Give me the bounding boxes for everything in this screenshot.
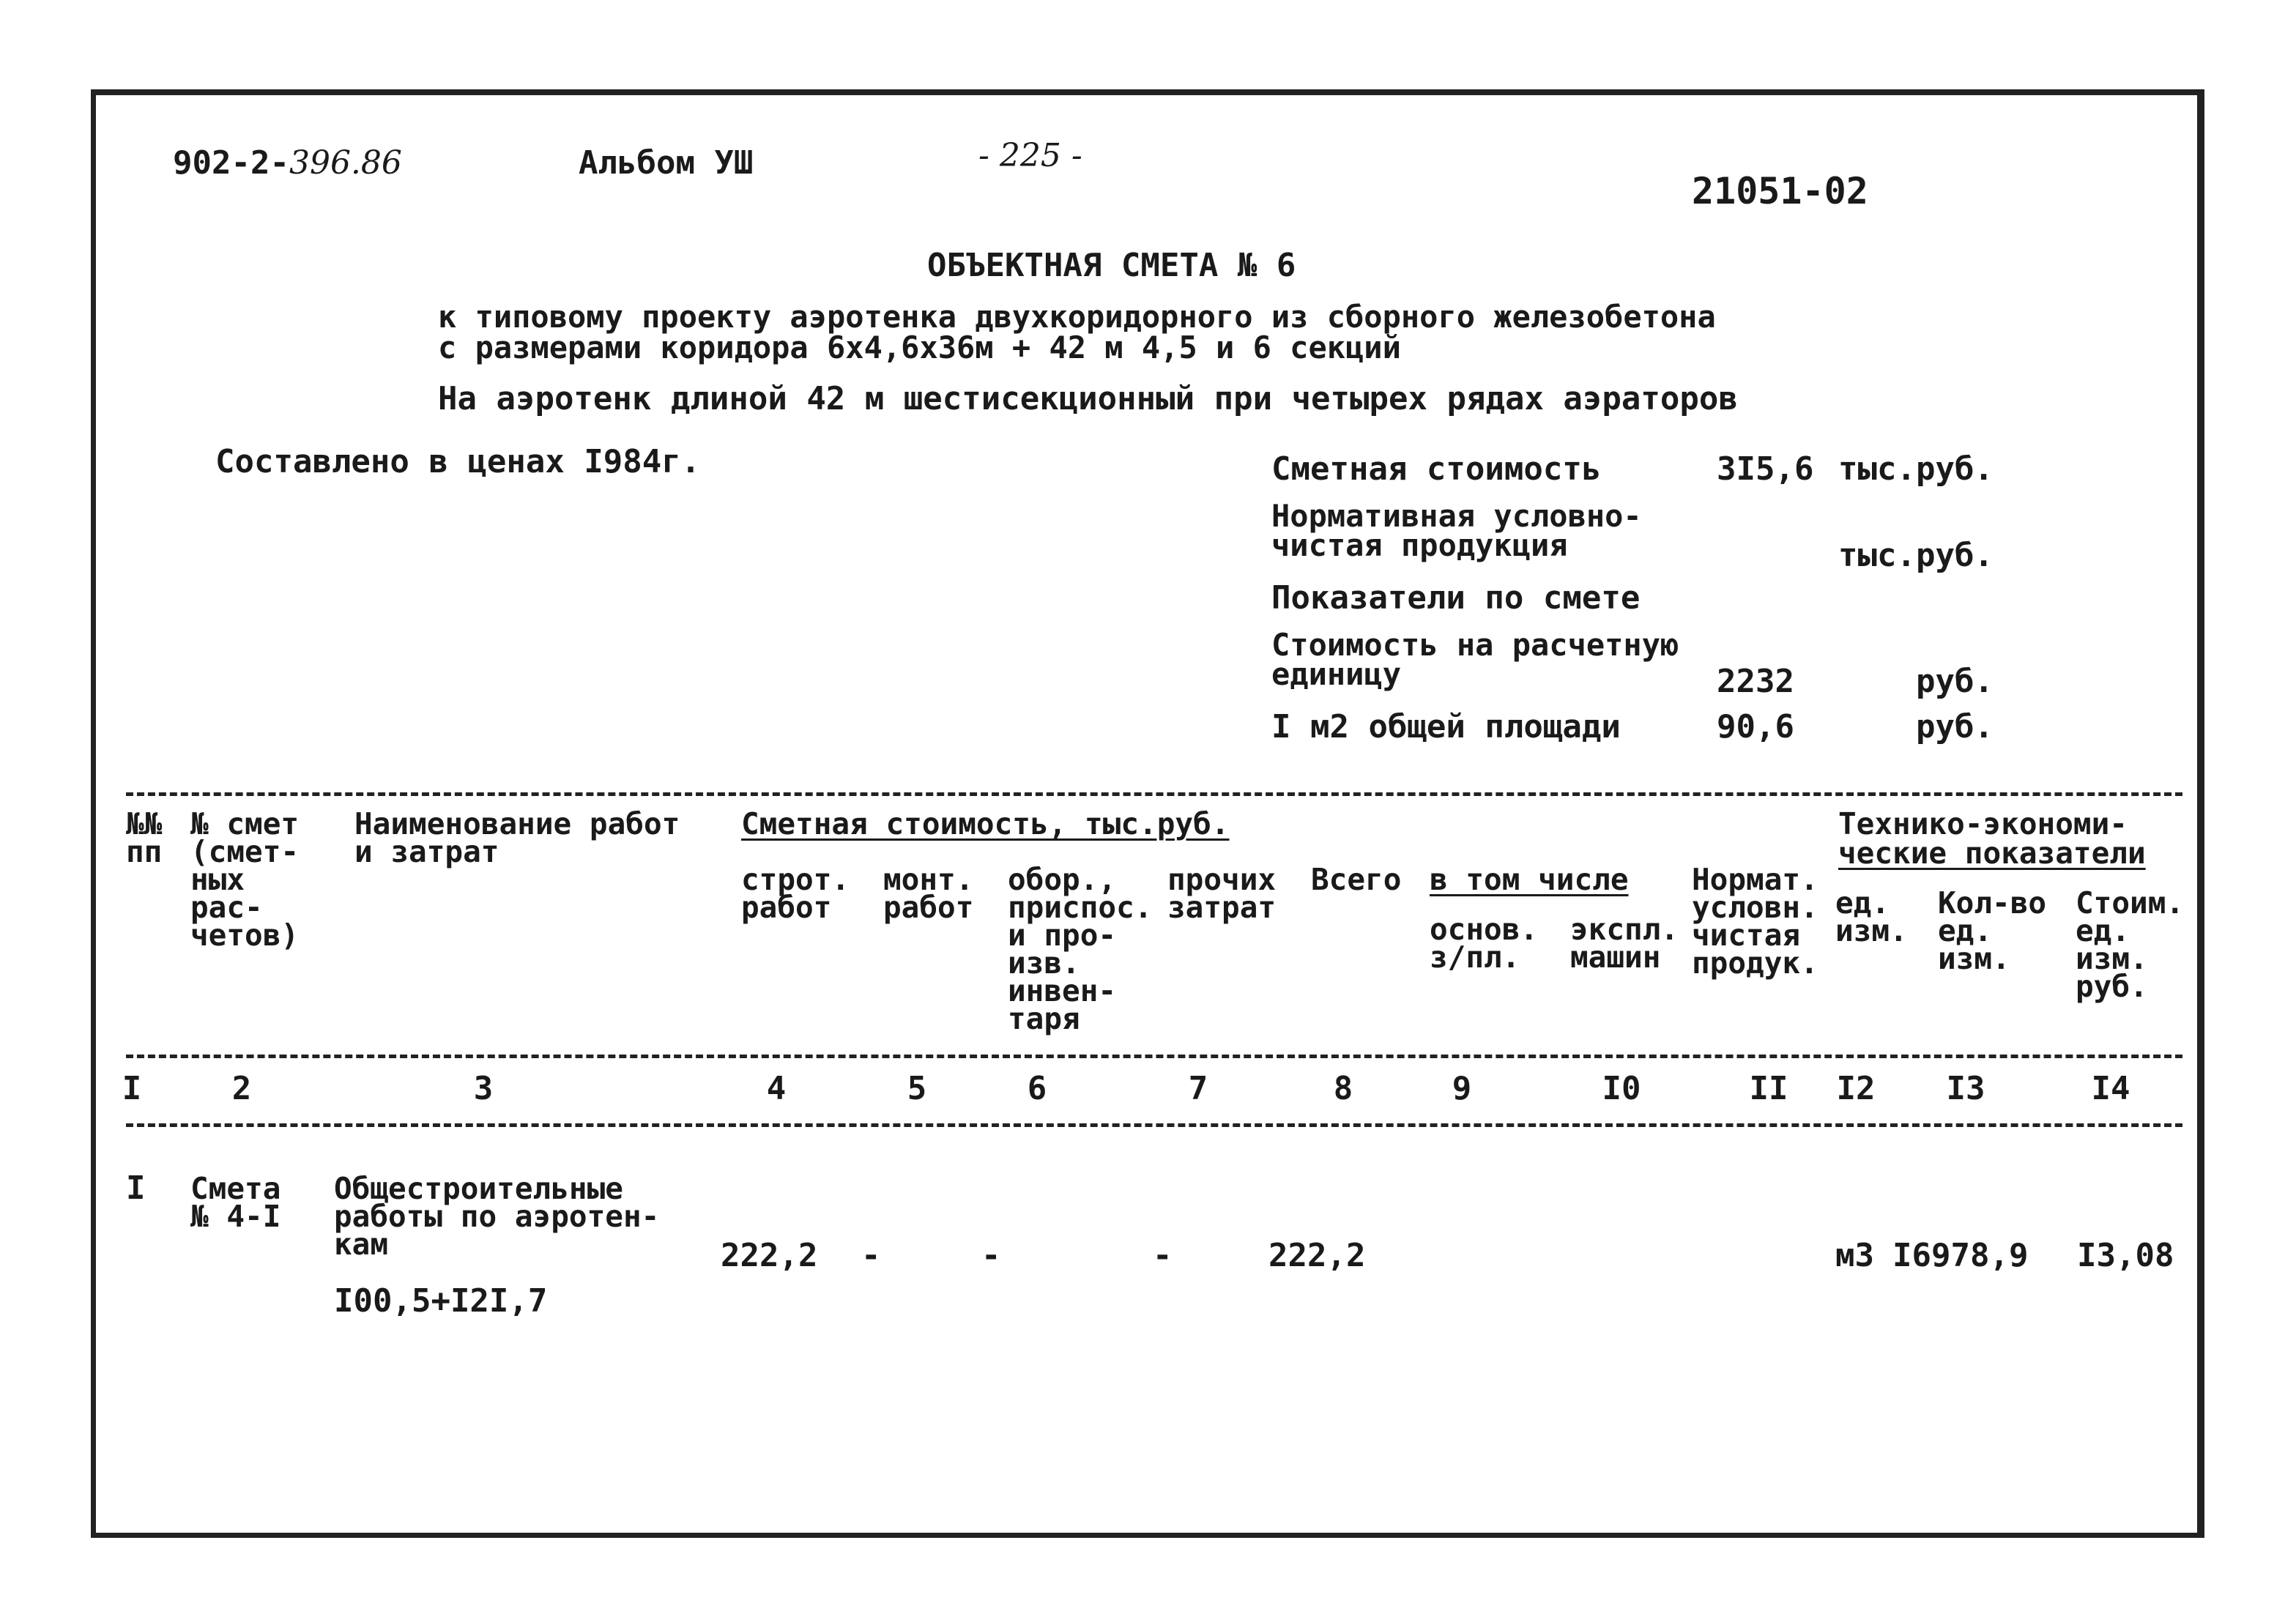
header-unit: ед. изм. (1835, 885, 1908, 948)
header-machine-operation: экспл. машин (1570, 912, 1679, 975)
row-unit: м3 (1835, 1237, 1874, 1274)
page-title: ОБЪЕКТНАЯ СМЕТА № 6 (927, 247, 1296, 284)
unit-cost-unit: руб. (1916, 663, 1994, 700)
row-installation-cost: - (861, 1237, 881, 1274)
header-installation-works: монт. работ (883, 862, 974, 925)
header-group-including: в том числе (1430, 862, 1629, 897)
column-number: 5 (907, 1070, 927, 1107)
estimated-cost-unit: тыс.руб. (1838, 450, 1994, 488)
page-number: - 225 - (978, 137, 1082, 174)
row-estimate-number: Смета № 4-I (190, 1171, 281, 1234)
header-other-costs: прочих затрат (1167, 862, 1277, 925)
row-equipment-cost: - (981, 1237, 1001, 1274)
column-number: I2 (1836, 1070, 1876, 1107)
column-number: I (122, 1070, 142, 1107)
header-base-wages: основ. з/пл. (1430, 912, 1539, 975)
subtitle-line-2: с размерами коридора 6х4,6х36м + 42 м 4,5 и 6 секций (438, 330, 1401, 365)
header-group-cost: Сметная стоимость, тыс.руб. (741, 806, 1230, 841)
column-number: 6 (1027, 1070, 1047, 1107)
row-construction-cost: 222,2 (721, 1237, 818, 1274)
area-cost-label: I м2 общей площади (1271, 708, 1621, 745)
unit-cost-value: 2232 (1717, 663, 1794, 700)
header-total: Всего (1311, 862, 1402, 897)
header-unit-cost: Стоим. ед. изм. руб. (2076, 885, 2185, 1004)
column-number: 8 (1333, 1070, 1353, 1107)
header-equipment: обор., приспос. и про- изв. инвен- таря (1008, 862, 1153, 1036)
row-work-note: I00,5+I2I,7 (334, 1282, 548, 1320)
column-number: II (1749, 1070, 1788, 1107)
header-estimate-number: № смет (смет- ных рас- четов) (190, 806, 300, 953)
stamp-number: 21051-02 (1692, 170, 1868, 212)
column-number: I0 (1602, 1070, 1641, 1107)
estimated-cost-label: Сметная стоимость (1271, 450, 1602, 488)
column-number: 4 (766, 1070, 787, 1107)
area-cost-unit: руб. (1916, 708, 1994, 745)
header-work-name: Наименование работ и затрат (354, 806, 680, 869)
document-code: 902-2-396.86 (173, 144, 402, 182)
area-cost-value: 90,6 (1717, 708, 1794, 745)
header-row-number: №№ пп (126, 806, 163, 869)
column-numbers-rule (126, 1123, 2182, 1127)
header-construction-works: строт. работ (741, 862, 850, 925)
estimated-cost-value: 3I5,6 (1717, 450, 1814, 488)
normative-label-2: чистая продукция (1271, 527, 1568, 563)
subtitle-line-1: к типовому проекту аэротенка двухкоридорного из сборного железобетона (438, 299, 1716, 335)
header-quantity: Кол-во ед. изм. (1938, 885, 2047, 976)
column-number: 9 (1452, 1070, 1472, 1107)
header-normative-product: Нормат. условн. чистая продук. (1692, 862, 1818, 981)
indicators-label: Показатели по смете (1271, 579, 1641, 617)
column-number: I3 (1946, 1070, 1985, 1107)
normative-unit: тыс.руб. (1838, 537, 1994, 574)
column-number: I4 (2091, 1070, 2130, 1107)
row-quantity: I6978,9 (1892, 1237, 2029, 1274)
row-work-name: Общестроительные работы по аэротен- кам (334, 1171, 660, 1262)
normative-label-1: Нормативная условно- (1271, 498, 1642, 534)
column-number: 2 (231, 1070, 252, 1107)
unit-cost-label-2: единицу (1271, 656, 1402, 692)
album-label: Альбом УШ (579, 144, 754, 182)
prices-note: Составлено в ценах I984г. (215, 443, 701, 480)
header-group-tech-2: ческие показатели (1838, 836, 2146, 871)
header-bottom-rule (126, 1055, 2182, 1058)
subtitle-line-3: На аэротенк длиной 42 м шестисекционный при четырех рядах аэраторов (438, 380, 1738, 417)
table-top-rule (126, 792, 2182, 796)
row-other-cost: - (1153, 1237, 1173, 1274)
column-number: 3 (473, 1070, 494, 1107)
row-unit-cost: I3,08 (2077, 1237, 2174, 1274)
row-number: I (126, 1169, 146, 1207)
column-number: 7 (1188, 1070, 1208, 1107)
unit-cost-label-1: Стоимость на расчетную (1271, 627, 1679, 663)
header-group-tech-1: Технико-экономи- (1838, 806, 2128, 841)
row-total-cost: 222,2 (1268, 1237, 1366, 1274)
